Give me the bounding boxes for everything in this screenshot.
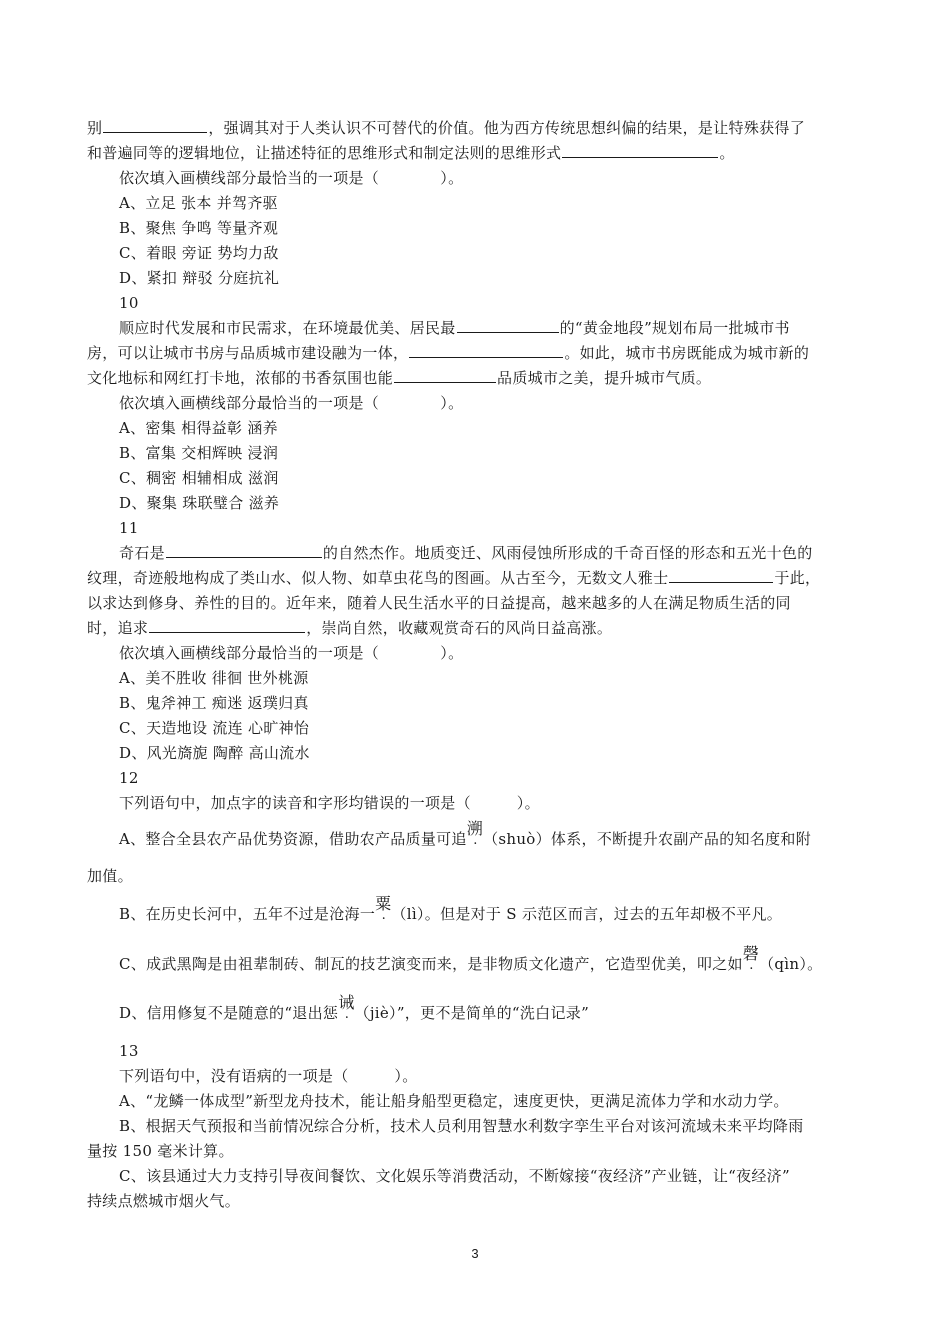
q11-option-c: C、天造地设 流连 心旷神怡 [119,719,310,737]
q12-number: 12 [119,769,139,787]
q10-line-2: 房，可以让城市书房与品质城市建设融为一体， 。如此，城市书房既能成为城市新的 [87,344,810,362]
q13-option-b-2: 量按 150 毫米计算。 [87,1142,234,1160]
dotted-char: 磬 [742,944,760,963]
q9-option-c: C、着眼 旁证 势均力敌 [119,244,279,262]
q10-option-b: B、富集 交相辉映 浸润 [119,444,279,462]
answer-blank [409,343,563,358]
q13-option-b-1: B、根据天气预报和当前情况综合分析，技术人员利用智慧水利数字孪生平台对该河流域未来平均降雨 [119,1117,804,1135]
answer-blank [394,368,496,383]
q10-option-d: D、聚集 珠联璧合 滋养 [119,494,280,512]
q13-number: 13 [119,1042,139,1060]
q12-option-d: D、信用修复不是随意的“退出惩诫（jiè）”，更不是简单的“洗白记录” [119,993,590,1022]
answer-blank [669,568,773,583]
q11-line-1: 奇石是 的自然杰作。地质变迁、风雨侵蚀所形成的千奇百怪的形态和五光十色的 [119,544,813,562]
q11-option-a: A、美不胜收 徘徊 世外桃源 [119,669,309,687]
q12-option-a: A、整合全县农产品优势资源，借助农产品质量可追溯（shuò）体系，不断提升农副产品的知名度和附 [119,819,812,848]
q11-option-d: D、风光旖旎 陶醉 高山流水 [119,744,310,762]
q10-line-1: 顺应时代发展和市民需求，在环境最优美、居民最 的“黄金地段”规划布局一批城市书 [119,319,790,337]
q10-number: 10 [119,294,139,312]
q10-prompt: 依次填入画横线部分最恰当的一项是（ ）。 [119,394,464,412]
q13-option-c-2: 持续点燃城市烟火气。 [87,1192,241,1210]
q11-option-b: B、鬼斧神工 痴迷 返璞归真 [119,694,309,712]
q11-prompt: 依次填入画横线部分最恰当的一项是（ ）。 [119,644,464,662]
q13-option-a: A、“龙鳞一体成型”新型龙舟技术，能让船身船型更稳定，速度更快，更满足流体力学和水动力学。 [119,1092,789,1110]
dotted-char: 诫 [338,993,355,1012]
q10-option-a: A、密集 相得益彰 涵养 [119,419,278,437]
q12-prompt: 下列语句中，加点字的读音和字形均错误的一项是（ ）。 [119,794,540,812]
q11-line-2: 纹理，奇迹般地构成了类山水、似人物、如草虫花鸟的图画。从古至今，无数文人雅士 于此， [87,569,821,587]
q13-prompt: 下列语句中，没有语病的一项是（ ）。 [119,1067,418,1085]
q10-option-c: C、稠密 相辅相成 滋润 [119,469,279,487]
q12-option-b: B、在历史长河中，五年不过是沧海一粟（lì）。但是对于 S 示范区而言，过去的五年却极不平凡。 [119,894,783,923]
q11-line-4: 时，追求 ，崇尚自然，收藏观赏奇石的风尚日益高涨。 [87,619,613,637]
q9-option-b: B、聚焦 争鸣 等量齐观 [119,219,279,237]
q13-option-c-1: C、该县通过大力支持引导夜间餐饮、文化娱乐等消费活动，不断嫁接“夜经济”产业链，让“夜经济” [119,1167,790,1185]
q9-line-2: 和普遍同等的逻辑地位，让描述特征的思维形式和制定法则的思维形式 。 [87,144,735,162]
answer-blank [166,543,322,558]
answer-blank [103,118,207,133]
q11-line-3: 以求达到修身、养性的目的。近年来，随着人民生活水平的日益提高，越来越多的人在满足物质生活的同 [87,594,791,612]
q10-line-3: 文化地标和网红打卡地，浓郁的书香氛围也能 品质城市之美，提升城市气质。 [87,369,712,387]
q12-option-a-cont: 加值。 [87,867,133,885]
q11-number: 11 [119,519,139,537]
q9-option-a: A、立足 张本 并驾齐驱 [119,194,278,212]
page-number: 3 [471,1246,479,1261]
answer-blank [149,618,305,633]
answer-blank [562,143,718,158]
q12-option-c: C、成武黑陶是由祖辈制砖、制瓦的技艺演变而来，是非物质文化遗产，它造型优美，叩之如磬（qìn）。 [119,944,823,973]
q9-option-d: D、紧扣 辩驳 分庭抗礼 [119,269,280,287]
dotted-char: 溯 [466,819,484,838]
q9-prompt: 依次填入画横线部分最恰当的一项是（ ）。 [119,169,464,187]
dotted-char: 粟 [375,894,392,913]
q9-line-1: 别 ，强调其对于人类认识不可替代的价值。他为西方传统思想纠偏的结果，是让特殊获得了 [87,119,806,137]
answer-blank [457,318,559,333]
